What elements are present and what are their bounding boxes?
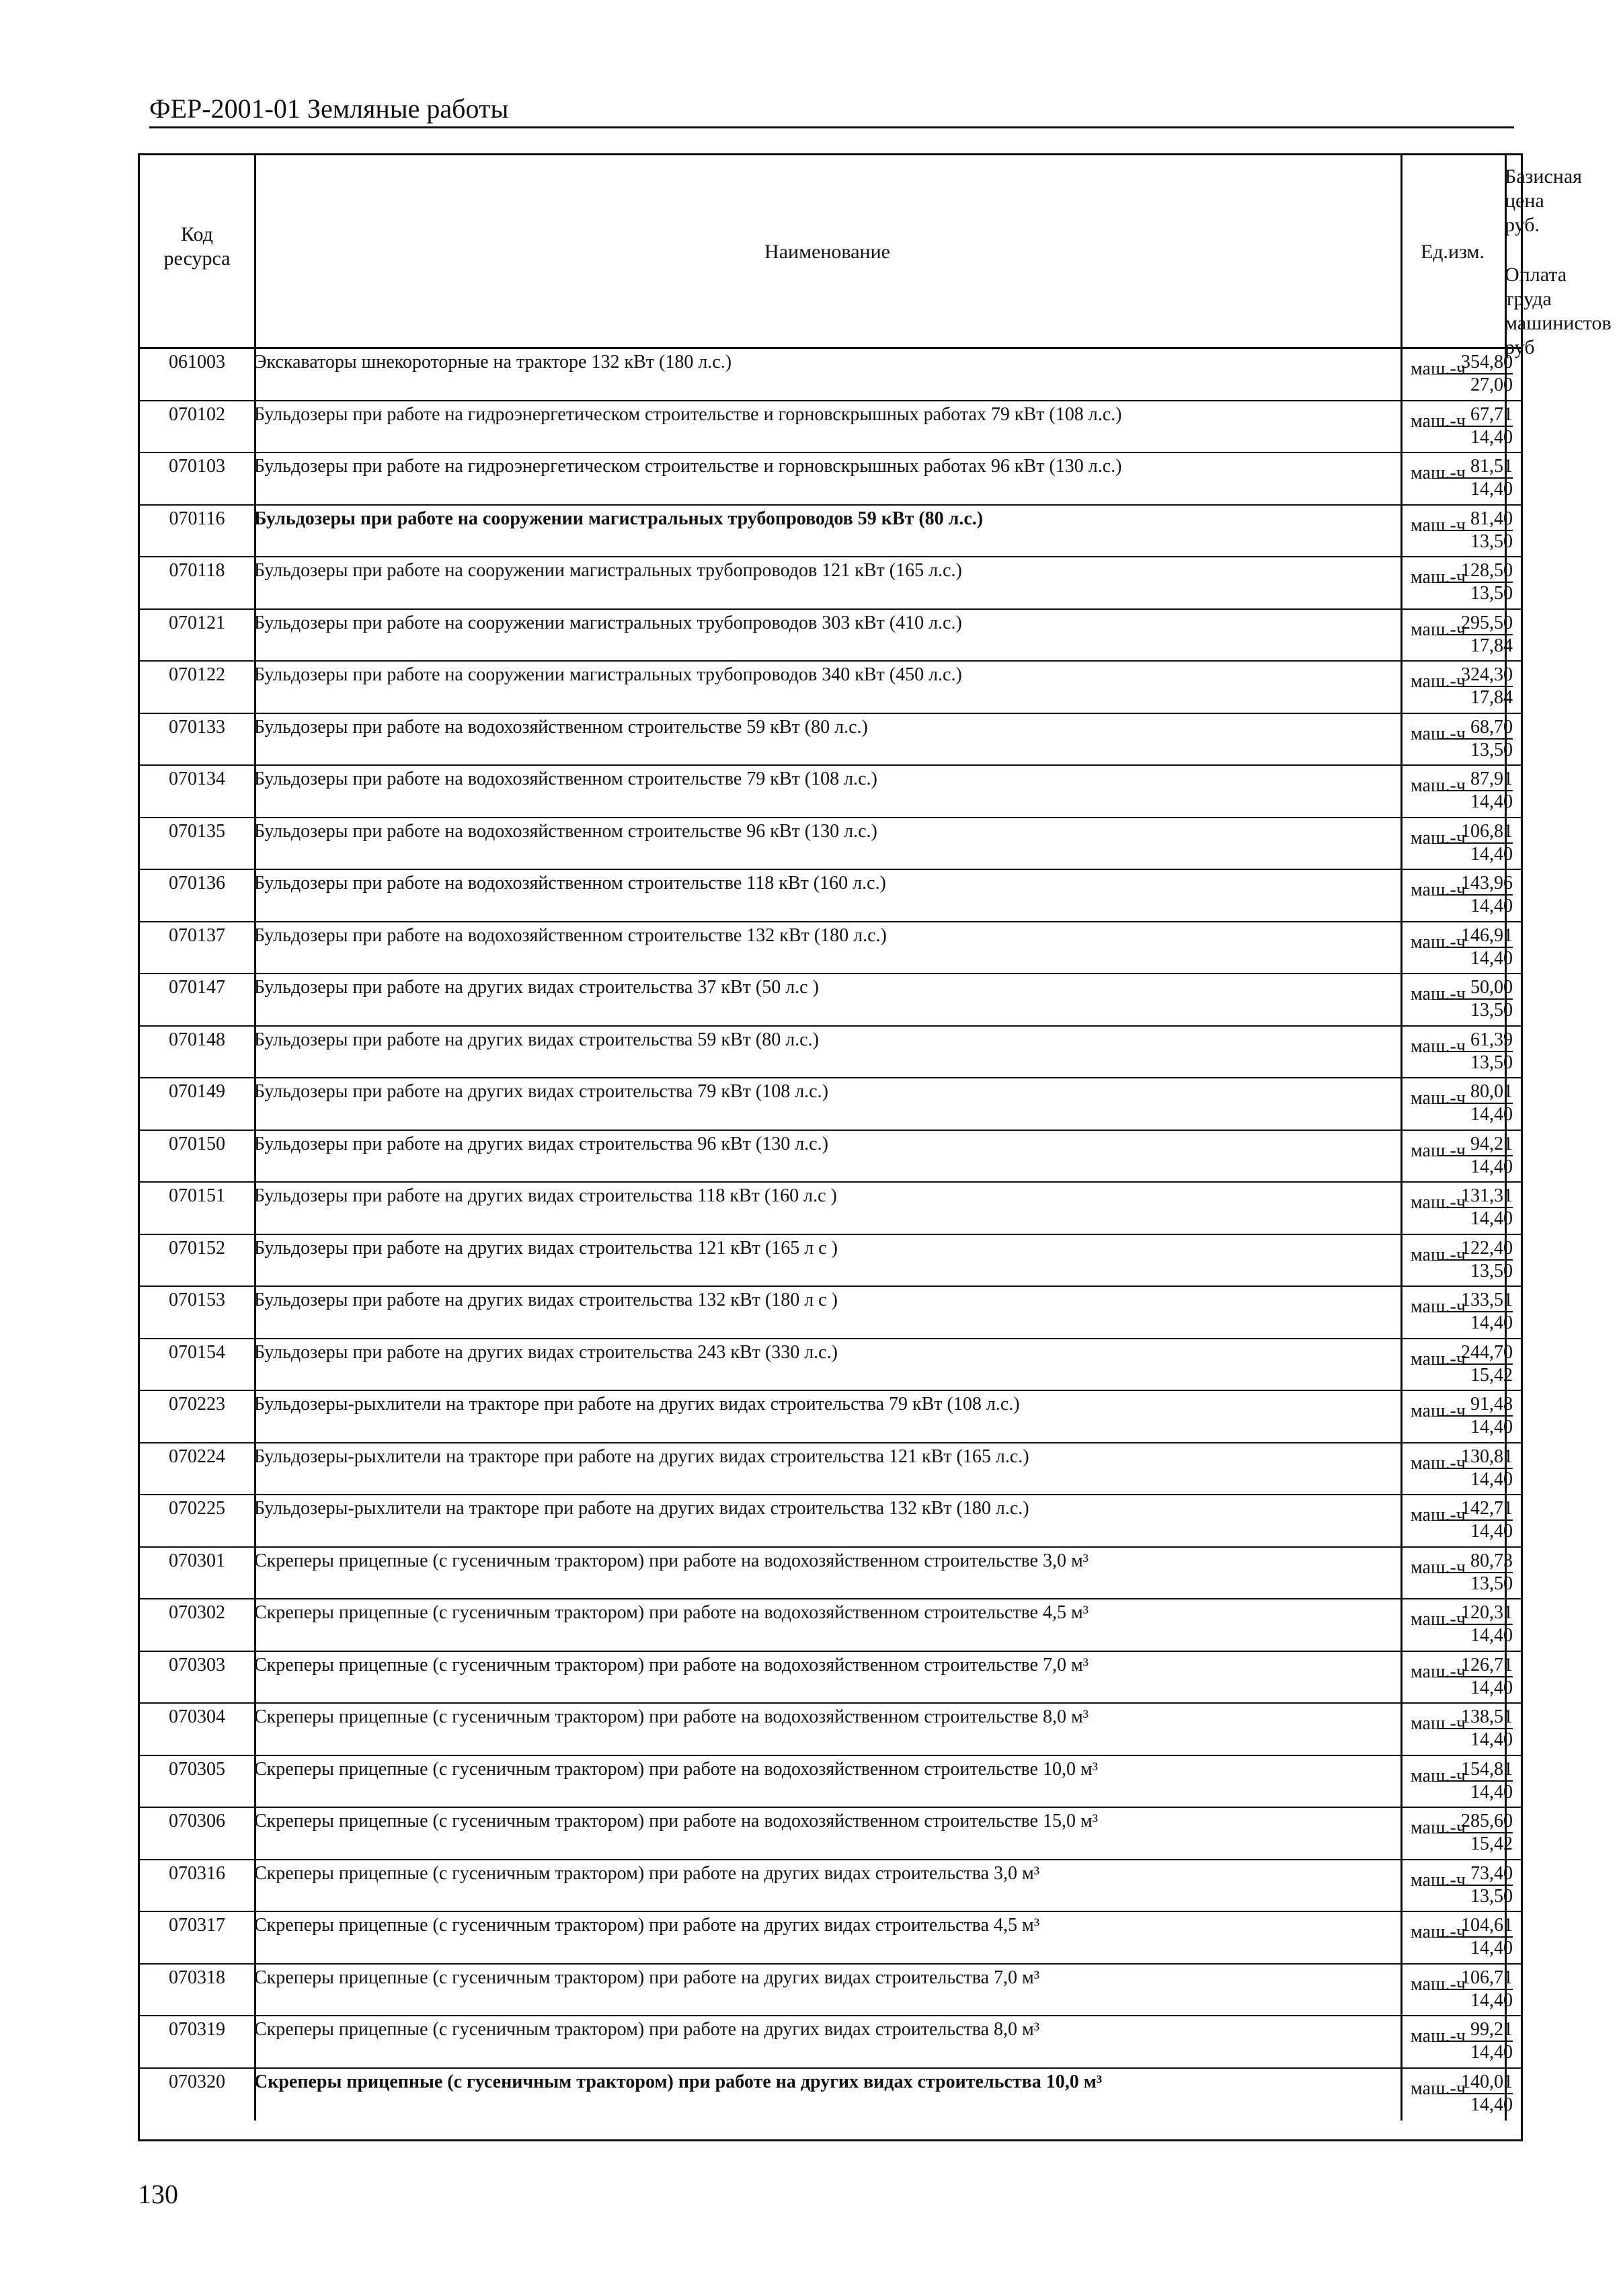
- cell-code: 070116: [169, 508, 225, 529]
- column-divider: [254, 662, 256, 713]
- cell-code: 070152: [169, 1237, 225, 1259]
- cell-price: [1392, 1863, 1513, 1907]
- cell-name: Скреперы прицепные (с гусеничным трактором) при работе на водохозяйственном строительстве 8,0 м³: [254, 1706, 1089, 1727]
- cell-name: Скреперы прицепные (с гусеничным трактором) при работе на водохозяйственном строительстве 15,0 м³: [254, 1811, 1099, 1831]
- cell-code: 070304: [169, 1706, 225, 1727]
- base-price: 106,81: [1439, 821, 1513, 844]
- cell-price: [1392, 1290, 1513, 1334]
- column-divider: [254, 401, 256, 452]
- cell-name: Бульдозеры при работе на водохозяйственном строительстве 118 кВт (160 л.с.): [254, 873, 886, 894]
- base-price: 142,71: [1439, 1498, 1513, 1521]
- cell-price: [1392, 1185, 1513, 1230]
- cell-code: 070303: [169, 1654, 225, 1675]
- base-price: 133,51: [1439, 1290, 1513, 1312]
- table-row: [140, 1495, 1521, 1548]
- cell-price: [1392, 1446, 1513, 1491]
- table-row: [140, 1339, 1521, 1392]
- cell-price: [1392, 1394, 1513, 1438]
- table-row: [140, 1078, 1521, 1131]
- cell-unit: маш.-ч: [1411, 1869, 1466, 1891]
- column-divider: [254, 2069, 256, 2121]
- cell-name: Скреперы прицепные (с гусеничным трактором) при работе на других видах строительства 8,0 м³: [254, 2019, 1040, 2040]
- cell-name: Бульдозеры-рыхлители на тракторе при работе на других видах строительства 121 кВт (165 л.с.): [254, 1446, 1029, 1467]
- column-divider: [254, 1339, 256, 1390]
- base-price: 104,61: [1439, 1915, 1513, 1938]
- base-price: 91,48: [1439, 1394, 1513, 1417]
- cell-name: Бульдозеры при работе на водохозяйственном строительстве 96 кВт (130 л.с.): [254, 820, 877, 842]
- cell-name: Скреперы прицепные (с гусеничным трактором) при работе на других видах строительства 7,0 м³: [254, 1967, 1040, 1988]
- cell-unit: маш -ч: [1411, 514, 1466, 536]
- cell-unit: маш -ч: [1411, 1713, 1466, 1734]
- column-divider: [254, 1183, 256, 1234]
- cell-name: Бульдозеры при работе на других видах строительства 121 кВт (165 л с ): [254, 1237, 838, 1259]
- cell-price: [1392, 2019, 1513, 2063]
- column-divider: [254, 1443, 256, 1495]
- table-row: [140, 1912, 1521, 1965]
- base-price: 73,40: [1439, 1863, 1513, 1886]
- operator-wage: 13,50: [1470, 583, 1513, 604]
- cell-unit: маш.-ч: [1411, 1400, 1466, 1421]
- column-divider: [254, 349, 256, 400]
- table-row: [140, 2016, 1521, 2069]
- operator-wage: 14,40: [1470, 1156, 1513, 1177]
- base-price: 80,01: [1439, 1081, 1513, 1104]
- document-title: ФЕР-2001-01 Земляные работы: [149, 93, 509, 124]
- header-price-top: Базисная цена руб.: [1505, 165, 1582, 236]
- column-divider: [254, 1756, 256, 1807]
- cell-unit: маш.-ч: [1411, 984, 1466, 1004]
- cell-code: 070319: [169, 2019, 225, 2040]
- column-divider: [254, 557, 256, 608]
- operator-wage: 13,50: [1470, 1573, 1513, 1594]
- cell-code: 070103: [169, 456, 225, 477]
- table-row: [140, 1652, 1521, 1704]
- column-divider: [254, 766, 256, 817]
- cell-unit: маш.-ч: [1411, 1192, 1466, 1213]
- cell-unit: маш.-ч: [1411, 619, 1466, 640]
- table-row: [140, 766, 1521, 818]
- base-price: 244,70: [1439, 1342, 1513, 1365]
- cell-unit: маш.-ч: [1411, 1765, 1466, 1786]
- cell-unit: маш.-ч: [1411, 1296, 1466, 1317]
- operator-wage: 14,40: [1470, 2042, 1513, 2063]
- table-row: [140, 1131, 1521, 1183]
- cell-unit: маш.-ч: [1411, 1973, 1466, 1995]
- operator-wage: 14,40: [1470, 1938, 1513, 1958]
- base-price: 81,51: [1439, 456, 1513, 479]
- base-price: 154,81: [1439, 1759, 1513, 1782]
- cell-name: Бульдозеры при работе на других видах строительства 79 кВт (108 л.с.): [254, 1081, 828, 1102]
- table-row: [140, 401, 1521, 454]
- base-price: 126,71: [1439, 1655, 1513, 1677]
- cell-price: [1392, 404, 1513, 448]
- cell-code: 070154: [169, 1341, 225, 1363]
- cell-name: Бульдозеры при работе на других видах строительства 96 кВт (130 л.с.): [254, 1133, 828, 1154]
- column-divider: [254, 1495, 256, 1546]
- operator-wage: 14,40: [1470, 1677, 1513, 1698]
- table-row: [140, 1183, 1521, 1235]
- cell-code: 070316: [169, 1862, 225, 1884]
- operator-wage: 13,50: [1470, 739, 1513, 760]
- cell-unit: маш.-ч: [1411, 671, 1466, 692]
- operator-wage: 13,50: [1470, 530, 1513, 552]
- cell-price: [1392, 1811, 1513, 1855]
- operator-wage: 14,40: [1470, 1781, 1513, 1803]
- cell-unit: маш.-ч: [1411, 2077, 1466, 2099]
- cell-name: Бульдозеры при работе на других видах строительства 59 кВт (80 л.с.): [254, 1029, 819, 1050]
- cell-name: Скреперы прицепные (с гусеничным трактором) при работе на водохозяйственном строительстве 7,0 м³: [254, 1654, 1089, 1675]
- operator-wage: 14,40: [1470, 1208, 1513, 1229]
- base-price: 68,70: [1439, 717, 1513, 740]
- operator-wage: 13,50: [1470, 1885, 1513, 1907]
- cell-price: [1392, 717, 1513, 761]
- base-price: 80,73: [1439, 1550, 1513, 1573]
- cell-code: 070121: [169, 612, 225, 633]
- cell-unit: маш.-ч: [1411, 1505, 1466, 1526]
- operator-wage: 15,42: [1470, 1364, 1513, 1386]
- cell-name: Скреперы прицепные (с гусеничным трактором) при работе на других видах строительства 10,0 м³: [254, 2071, 1103, 2092]
- base-price: 67,71: [1439, 404, 1513, 427]
- header-price-bottom: Оплата труда машинистов руб: [1505, 264, 1612, 358]
- cell-unit: маш.-ч: [1411, 2026, 1466, 2047]
- cell-unit: маш.-ч: [1411, 567, 1466, 588]
- operator-wage: 14,40: [1470, 1625, 1513, 1646]
- cell-code: 070301: [169, 1550, 225, 1571]
- cell-name: Бульдозеры при работе на других видах строительства 118 кВт (160 л.с ): [254, 1185, 837, 1206]
- cell-code: 070302: [169, 1602, 225, 1623]
- table-row: [140, 870, 1521, 922]
- cell-unit: маш.-ч: [1411, 827, 1466, 848]
- column-divider: [254, 714, 256, 765]
- column-divider: [254, 818, 256, 869]
- cell-name: Экскаваторы шнекороторные на тракторе 132 кВт (180 л.с.): [254, 352, 732, 372]
- cell-code: 070224: [169, 1446, 225, 1467]
- operator-wage: 27,00: [1470, 374, 1513, 395]
- column-divider: [254, 1078, 256, 1130]
- cell-code: 070151: [169, 1185, 225, 1206]
- cell-name: Бульдозеры при работе на сооружении магистральных трубопроводов 340 кВт (450 л.с.): [254, 664, 962, 685]
- base-price: 138,51: [1439, 1706, 1513, 1729]
- cell-name: Бульдозеры при работе на водохозяйственном строительстве 59 кВт (80 л.с.): [254, 716, 868, 738]
- cell-name: Скреперы прицепные (с гусеничным трактором) при работе на водохозяйственном строительстве 4,5 м³: [254, 1602, 1089, 1623]
- column-divider: [254, 155, 256, 347]
- cell-price: [1392, 1706, 1513, 1751]
- base-price: 120,31: [1439, 1602, 1513, 1625]
- column-divider: [254, 1027, 256, 1078]
- column-divider: [254, 974, 256, 1025]
- cell-unit: маш.-ч: [1411, 1817, 1466, 1838]
- column-divider: [254, 922, 256, 974]
- column-divider: [254, 610, 256, 661]
- cell-code: 070135: [169, 820, 225, 842]
- operator-wage: 14,40: [1470, 1468, 1513, 1490]
- cell-price: [1392, 352, 1513, 396]
- column-divider: [254, 1912, 256, 1963]
- cell-name: Бульдозеры при работе на других видах строительства 132 кВт (180 л с ): [254, 1290, 838, 1310]
- header-unit: Ед.изм.: [1420, 241, 1485, 263]
- cell-price: [1392, 768, 1513, 813]
- base-price: 140,01: [1439, 2071, 1513, 2094]
- base-price: 354,80: [1439, 352, 1513, 374]
- table-row: [140, 1756, 1521, 1809]
- table-row: [140, 1548, 1521, 1600]
- column-divider: [254, 1860, 256, 1911]
- base-price: 285,60: [1439, 1811, 1513, 1833]
- cell-unit: маш.-ч: [1411, 1609, 1466, 1630]
- cell-unit: маш.-ч: [1411, 1244, 1466, 1265]
- cell-name: Бульдозеры при работе на сооружении магистральных трубопроводов 59 кВт (80 л.с.): [254, 508, 984, 529]
- cell-price: [1392, 1550, 1513, 1595]
- base-price: 81,40: [1439, 508, 1513, 531]
- column-divider: [254, 2016, 256, 2067]
- column-divider: [254, 1287, 256, 1338]
- operator-wage: 17,84: [1470, 635, 1513, 656]
- cell-code: 070133: [169, 716, 225, 738]
- cell-code: 070134: [169, 768, 225, 789]
- cell-unit: маш.-ч: [1411, 1452, 1466, 1474]
- header-name: Наименование: [764, 241, 890, 263]
- cell-code: 070136: [169, 873, 225, 894]
- cell-name: Бульдозеры при работе на сооружении магистральных трубопроводов 121 кВт (165 л.с.): [254, 560, 962, 581]
- operator-wage: 14,40: [1470, 1989, 1513, 2011]
- operator-wage: 14,40: [1470, 1729, 1513, 1750]
- table-row: [140, 1965, 1521, 2017]
- cell-code: 070318: [169, 1967, 225, 1988]
- cell-unit: маш.-ч: [1411, 358, 1466, 379]
- cell-price: [1392, 560, 1513, 604]
- column-divider: [254, 1965, 256, 2016]
- cell-price: [1392, 821, 1513, 865]
- cell-code: 070223: [169, 1394, 225, 1415]
- operator-wage: 15,42: [1470, 1833, 1513, 1854]
- cell-unit: маш.-ч: [1411, 1348, 1466, 1370]
- base-price: 99,21: [1439, 2019, 1513, 2042]
- cell-name: Бульдозеры при работе на гидроэнергетическом строительстве и горновскрышных работах 79 кВт (108 л.с.): [254, 403, 1122, 425]
- column-divider: [254, 1599, 256, 1651]
- page-number: 130: [138, 2179, 178, 2209]
- operator-wage: 14,40: [1470, 1312, 1513, 1333]
- cell-unit: маш.-ч: [1411, 879, 1466, 900]
- table-row: [140, 922, 1521, 975]
- cell-name: Бульдозеры-рыхлители на тракторе при работе на других видах строительства 79 кВт (108 л.с.): [254, 1394, 1020, 1415]
- operator-wage: 14,40: [1470, 1417, 1513, 1437]
- table-row: [140, 506, 1521, 558]
- cell-code: 070306: [169, 1811, 225, 1831]
- cell-code: 070147: [169, 977, 225, 998]
- cell-price: [1392, 925, 1513, 969]
- operator-wage: 14,40: [1470, 426, 1513, 448]
- base-price: 324,30: [1439, 664, 1513, 687]
- cell-price: [1392, 1655, 1513, 1699]
- table-row: [140, 557, 1521, 610]
- cell-price: [1392, 456, 1513, 500]
- cell-code: 070137: [169, 924, 225, 946]
- cell-price: [1392, 508, 1513, 553]
- table-row: [140, 818, 1521, 871]
- cell-name: Скреперы прицепные (с гусеничным трактором) при работе на водохозяйственном строительстве 10,0 м³: [254, 1758, 1099, 1780]
- cell-name: Скреперы прицепные (с гусеничным трактором) при работе на водохозяйственном строительстве 3,0 м³: [254, 1550, 1089, 1571]
- column-divider: [254, 453, 256, 504]
- cell-price: [1392, 1238, 1513, 1282]
- cell-price: [1392, 1029, 1513, 1074]
- table-row: [140, 974, 1521, 1027]
- base-price: 87,91: [1439, 768, 1513, 791]
- operator-wage: 13,50: [1470, 1000, 1513, 1021]
- base-price: 146,91: [1439, 925, 1513, 948]
- table-row: [140, 1860, 1521, 1913]
- operator-wage: 13,50: [1470, 1052, 1513, 1073]
- cell-code: 070148: [169, 1029, 225, 1050]
- cell-code: 070150: [169, 1133, 225, 1154]
- table-row: [140, 610, 1521, 662]
- cell-code: 070149: [169, 1081, 225, 1102]
- operator-wage: 14,40: [1470, 479, 1513, 500]
- cell-name: Скреперы прицепные (с гусеничным трактором) при работе на других видах строительства 4,5 м³: [254, 1915, 1040, 1936]
- cell-unit: маш.-ч: [1411, 931, 1466, 953]
- cell-code: 070317: [169, 1915, 225, 1936]
- cell-price: [1392, 1759, 1513, 1803]
- column-divider: [254, 506, 256, 557]
- table-row: [140, 1599, 1521, 1652]
- cell-unit: маш.-ч: [1411, 463, 1466, 483]
- page-header: [149, 94, 1514, 128]
- operator-wage: 14,40: [1470, 1521, 1513, 1542]
- cell-unit: маш.-ч: [1411, 775, 1466, 796]
- operator-wage: 14,40: [1470, 1104, 1513, 1125]
- cell-price: [1392, 1602, 1513, 1647]
- cell-code: 070153: [169, 1290, 225, 1310]
- cell-code: 070102: [169, 403, 225, 425]
- base-price: 143,96: [1439, 873, 1513, 896]
- cell-unit: маш.-ч: [1411, 1035, 1466, 1057]
- cell-name: Бульдозеры-рыхлители на тракторе при работе на других видах строительства 132 кВт (180 л.с.): [254, 1498, 1029, 1519]
- cell-name: Бульдозеры при работе на других видах строительства 243 кВт (330 л.с.): [254, 1341, 838, 1363]
- base-price: 122,40: [1439, 1238, 1513, 1261]
- cell-unit: маш.-ч: [1411, 1088, 1466, 1109]
- cell-price: [1392, 1498, 1513, 1542]
- base-price: 130,81: [1439, 1446, 1513, 1469]
- table-row: [140, 714, 1521, 766]
- cell-unit: маш.-ч: [1411, 723, 1466, 744]
- cell-price: [1392, 1915, 1513, 1959]
- operator-wage: 14,40: [1470, 2094, 1513, 2115]
- cell-name: Скреперы прицепные (с гусеничным трактором) при работе на других видах строительства 3,0 м³: [254, 1862, 1040, 1884]
- cell-name: Бульдозеры при работе на сооружении магистральных трубопроводов 303 кВт (410 л.с.): [254, 612, 962, 633]
- base-price: 61,39: [1439, 1029, 1513, 1052]
- cell-price: [1392, 1081, 1513, 1125]
- table-row: [140, 1391, 1521, 1443]
- operator-wage: 14,40: [1470, 947, 1513, 969]
- base-price: 295,50: [1439, 612, 1513, 635]
- cell-code: 070305: [169, 1758, 225, 1780]
- table-row: [140, 1808, 1521, 1860]
- column-divider: [254, 1808, 256, 1859]
- cell-code: 070122: [169, 664, 225, 685]
- base-price: 128,50: [1439, 560, 1513, 583]
- table-row: [140, 662, 1521, 714]
- base-price: 106,71: [1439, 1967, 1513, 1990]
- cell-code: 070225: [169, 1498, 225, 1519]
- table-row: [140, 1235, 1521, 1288]
- cell-price: [1392, 2071, 1513, 2116]
- operator-wage: 17,84: [1470, 687, 1513, 708]
- table-header-row: [140, 155, 1612, 358]
- base-price: 94,21: [1439, 1134, 1513, 1156]
- operator-wage: 14,40: [1470, 843, 1513, 865]
- cell-price: [1392, 664, 1513, 709]
- column-divider: [254, 870, 256, 921]
- cell-name: Бульдозеры при работе на водохозяйственном строительстве 79 кВт (108 л.с.): [254, 768, 877, 789]
- cell-price: [1392, 612, 1513, 657]
- cell-code: 070118: [169, 560, 225, 581]
- table-row: [140, 1443, 1521, 1496]
- table-row: [140, 349, 1521, 401]
- operator-wage: 13,50: [1470, 1260, 1513, 1281]
- table-row: [140, 2069, 1521, 2121]
- cell-unit: маш.-ч: [1411, 1922, 1466, 1942]
- table-row: [140, 1704, 1521, 1756]
- cell-code: 070320: [169, 2071, 225, 2092]
- header-code: Код ресурса: [163, 223, 231, 270]
- cell-price: [1392, 1342, 1513, 1386]
- column-divider: [254, 1652, 256, 1703]
- cell-name: Бульдозеры при работе на водохозяйственном строительстве 132 кВт (180 л.с.): [254, 924, 887, 946]
- base-price: 50,00: [1439, 977, 1513, 1000]
- table-row: [140, 453, 1521, 506]
- table-row: [140, 1027, 1521, 1079]
- column-divider: [254, 1235, 256, 1286]
- cell-unit: маш -ч: [1411, 1140, 1466, 1161]
- cell-code: 061003: [169, 352, 225, 372]
- table-row: [140, 1287, 1521, 1339]
- operator-wage: 14,40: [1470, 896, 1513, 916]
- base-price: 131,31: [1439, 1185, 1513, 1208]
- resource-table: [138, 153, 1612, 2141]
- column-divider: [254, 1548, 256, 1599]
- operator-wage: 14,40: [1470, 791, 1513, 812]
- cell-unit: маш.-ч: [1411, 1556, 1466, 1578]
- column-divider: [254, 1704, 256, 1755]
- column-divider: [1400, 155, 1403, 347]
- cell-price: [1392, 1134, 1513, 1178]
- column-divider: [254, 1391, 256, 1442]
- cell-price: [1392, 873, 1513, 917]
- cell-price: [1392, 1967, 1513, 2012]
- cell-price: [1392, 977, 1513, 1021]
- cell-unit: маш.-ч: [1411, 1661, 1466, 1682]
- cell-name: Бульдозеры при работе на других видах строительства 37 кВт (50 л.с ): [254, 977, 819, 998]
- cell-unit: маш.-ч: [1411, 410, 1466, 432]
- column-divider: [254, 1131, 256, 1182]
- cell-name: Бульдозеры при работе на гидроэнергетическом строительстве и горновскрышных работах 96 кВт (130 л.с.): [254, 456, 1122, 477]
